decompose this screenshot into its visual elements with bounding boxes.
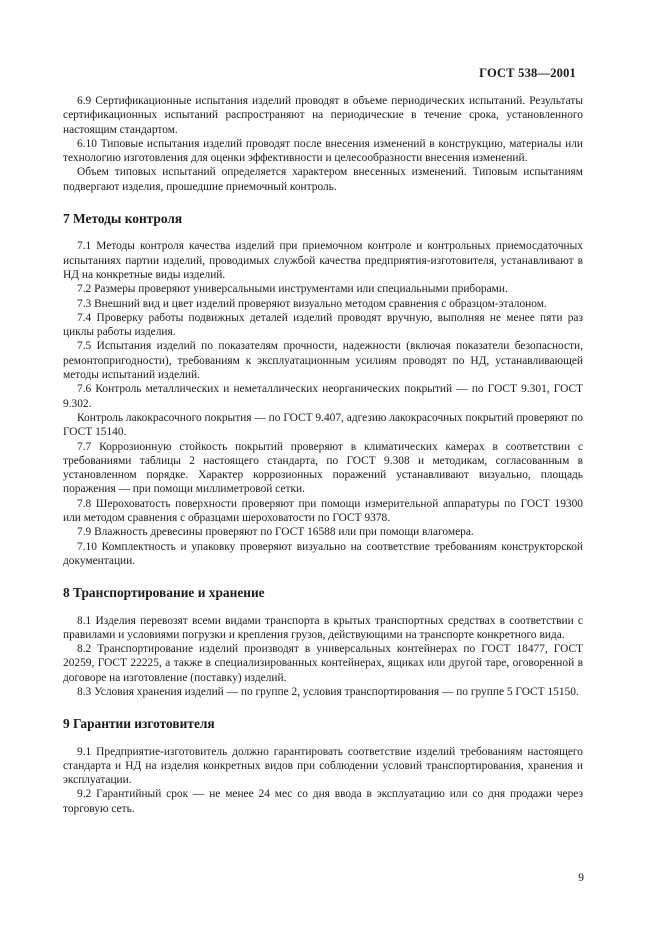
document-header: ГОСТ 538—2001 (479, 66, 576, 80)
paragraph-7-3: 7.3 Внешний вид и цвет изделий проверяют визуально методом сравнения с образцом-эталоном. (77, 297, 547, 310)
paragraph-7-6: 7.6 Контроль металлических и неметаллических неорганических покрытий — по ГОСТ 9.301, ГОСТ 9.302. (63, 383, 583, 410)
paragraph-6-9: 6.9 Сертификационные испытания изделий проводят в объеме периодических испытаний. Результаты сертификационных испытаний распространяют на периодические в течение срока, установленного настоящим стандартом. (63, 95, 583, 136)
paragraph-7-9: 7.9 Влажность древесины проверяют по ГОСТ 16588 или при помощи влагомера. (77, 526, 474, 539)
paragraph-8-1: 8.1 Изделия перевозят всеми видами транспорта в крытых транспортных средствах в соответствии с правилами и условиями погрузки и крепления грузов, действующими на транспорте конкретного вида. (63, 614, 583, 641)
document-body (63, 94, 583, 816)
paragraph-7-7: 7.7 Коррозионную стойкость покрытий проверяют в климатических камерах в соответствии с требованиями таблицы 2 настоящего стандарта, по ГОСТ 9.308 и методикам, согласованным в установленном порядке. Характер коррозионных поражений устанавливают визуально, площадь поражения — при помощи миллиметровой сетки. (63, 440, 583, 496)
section-heading-7: 7 Методы контроля (63, 211, 183, 227)
paragraph-7-1: 7.1 Методы контроля качества изделий при приемочном контроле и контрольных приемосдаточных испытаниях партии изделий, проводимых службой качества предприятия-изготовителя, устанавливают в НД на конкретные виды изделий. (63, 240, 583, 281)
paragraph-7-10: 7.10 Комплектность и упаковку проверяют визуально на соответствие требованиям конструкторской документации. (63, 540, 583, 567)
paragraph-paint-coating: Контроль лакокрасочного покрытия — по ГОСТ 9.407, адгезию лакокрасочных покрытий проверяют по ГОСТ 15140. (63, 411, 583, 439)
paragraph-8-3: 8.3 Условия хранения изделий — по группе 2, условия транспортирования — по группе 5 ГОСТ 15150. (77, 685, 579, 698)
paragraph-9-1: 9.1 Предприятие-изготовитель должно гарантировать соответствие изделий требованиям настоящего стандарта и НД на изделия конкретных видов при соблюдении условий транспортирования, хранения и эксплуатации. (63, 745, 583, 787)
paragraph-7-2: 7.2 Размеры проверяют универсальными инструментами или специальными приборами. (77, 283, 508, 296)
paragraph-8-2: 8.2 Транспортирование изделий производят в универсальных контейнерах по ГОСТ 18477, ГОСТ 20259, ГОСТ 22225, а также в специализированных контейнерах, ящиках или другой таре, оговоренной в договоре на изготовление (поставку) изделий. (63, 643, 583, 684)
paragraph-type-tests-scope: Объем типовых испытаний определяется характером внесенных изменений. Типовым испытаниям подвергают изделия, прошедшие приемочный контроль. (63, 166, 583, 193)
paragraph-6-10: 6.10 Типовые испытания изделий проводят после внесения изменений в конструкцию, материалы или технологию изготовления для оценки эффективности и целесообразности внесения изменений. (63, 137, 583, 165)
paragraph-7-5: 7.5 Испытания изделий по показателям прочности, надежности (включая показатели безопасности, ремонтопригодности), требованиям к эксплуатационным усилиям проводят по НД, устанавливающей методы испытаний изделий. (63, 340, 583, 382)
paragraph-7-4: 7.4 Проверку работы подвижных деталей изделий проводят вручную, выполняя не менее пяти раз циклы работы изделия. (63, 311, 583, 339)
paragraph-9-2: 9.2 Гарантийный срок — не менее 24 мес со дня ввода в эксплуатацию или со дня продажи через торговую сеть. (63, 788, 583, 815)
section-heading-8: 8 Транспортирование и хранение (63, 585, 265, 601)
section-heading-9: 9 Гарантии изготовителя (63, 716, 215, 732)
paragraph-7-8: 7.8 Шероховатость поверхности проверяют при помощи измерительной аппаратуры по ГОСТ 19300 или методом сравнения с образцами шероховатости по ГОСТ 9378. (63, 497, 583, 525)
page-number: 9 (578, 872, 584, 884)
